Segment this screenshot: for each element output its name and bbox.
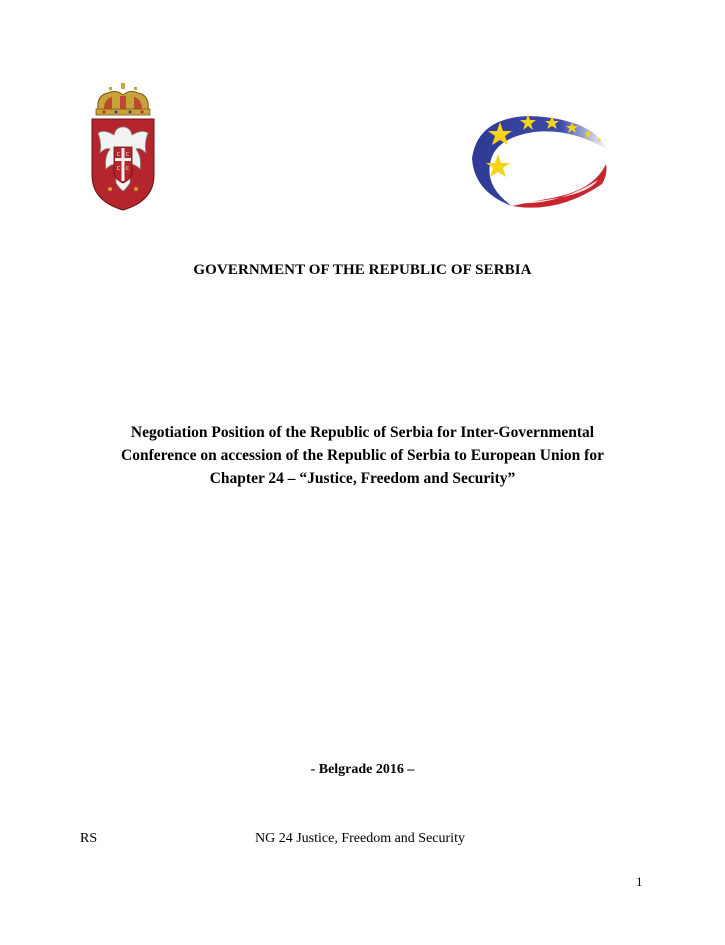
- serbia-coat-of-arms-icon: [90, 83, 156, 211]
- svg-text:C: C: [116, 152, 121, 158]
- document-title-line-3: Chapter 24 – “Justice, Freedom and Security”: [209, 470, 516, 487]
- government-title: GOVERNMENT OF THE REPUBLIC OF SERBIA: [193, 262, 532, 278]
- document-title: [60, 421, 665, 490]
- footer-chapter-label: NG 24 Justice, Freedom and Security: [255, 831, 465, 846]
- svg-text:C: C: [125, 166, 130, 172]
- svg-text:C: C: [125, 152, 130, 158]
- document-title-line-1: Negotiation Position of the Republic of Serbia for Inter-Governmental: [130, 424, 595, 441]
- footer-country-code: RS: [80, 831, 98, 846]
- eu-integration-stars-icon: [468, 110, 610, 210]
- svg-text:C: C: [116, 166, 121, 172]
- place-date: - Belgrade 2016 –: [310, 762, 415, 777]
- page-number: 1: [636, 874, 643, 889]
- document-title-line-2: Conference on accession of the Republic of Serbia to European Union for: [121, 447, 604, 464]
